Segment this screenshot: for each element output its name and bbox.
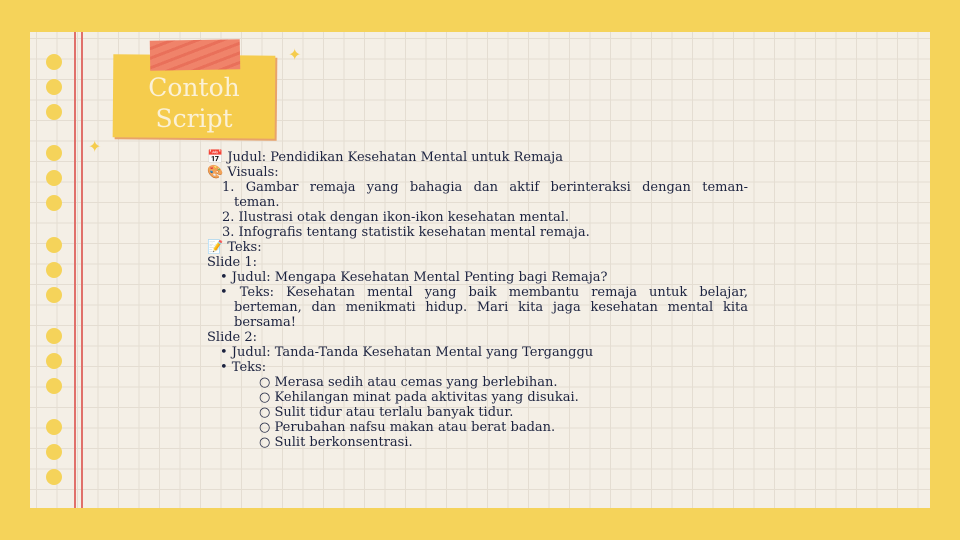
sub-item: ○ Sulit tidur atau terlalu banyak tidur.: [259, 405, 514, 420]
margin-line: [81, 32, 83, 508]
binder-hole: [46, 170, 62, 186]
binder-hole: [46, 328, 62, 344]
page-title: Contoh Script: [148, 73, 240, 133]
binder-hole: [46, 145, 62, 161]
binder-hole: [46, 287, 62, 303]
list-item: 1. Gambar remaja yang bahagia dan aktif berinteraksi dengan teman-teman.: [222, 180, 748, 210]
binder-hole: [46, 378, 62, 394]
sub-item: ○ Kehilangan minat pada aktivitas yang disukai.: [259, 390, 579, 405]
washi-tape: [150, 39, 241, 71]
slide-label: Slide 1:: [207, 255, 258, 270]
visuals-label: 🎨 Visuals:: [207, 165, 279, 180]
binder-hole: [46, 262, 62, 278]
list-item: 2. Ilustrasi otak dengan ikon-ikon kesehatan mental.: [222, 210, 569, 225]
sub-item: ○ Sulit berkonsentrasi.: [259, 435, 413, 450]
margin-line: [74, 32, 76, 508]
list-item: • Teks:: [220, 360, 267, 375]
script-title: 📅 Judul: Pendidikan Kesehatan Mental untuk Remaja: [207, 150, 563, 165]
sparkle-icon: ✦: [88, 137, 102, 156]
binder-hole: [46, 104, 62, 120]
binder-hole: [46, 79, 62, 95]
script-content: [207, 150, 748, 450]
list-item: • Teks: Kesehatan mental yang baik membantu remaja untuk belajar, berteman, dan menikmati hidup. Mari kita jaga kesehatan mental kita bersama!: [220, 285, 748, 330]
slide-label: Slide 2:: [207, 330, 258, 345]
sub-item: ○ Merasa sedih atau cemas yang berlebihan.: [259, 375, 558, 390]
binder-hole: [46, 353, 62, 369]
binder-hole: [46, 195, 62, 211]
list-item: • Judul: Tanda-Tanda Kesehatan Mental yang Terganggu: [220, 345, 594, 360]
binder-hole: [46, 444, 62, 460]
binder-hole: [46, 54, 62, 70]
list-item: 3. Infografis tentang statistik kesehatan mental remaja.: [222, 225, 590, 240]
binder-hole: [46, 237, 62, 253]
binder-hole: [46, 419, 62, 435]
sub-item: ○ Perubahan nafsu makan atau berat badan.: [259, 420, 556, 435]
sparkle-icon: ✦: [288, 45, 302, 64]
teks-label: 📝 Teks:: [207, 240, 262, 255]
list-item: • Judul: Mengapa Kesehatan Mental Penting bagi Remaja?: [220, 270, 608, 285]
binder-hole: [46, 469, 62, 485]
